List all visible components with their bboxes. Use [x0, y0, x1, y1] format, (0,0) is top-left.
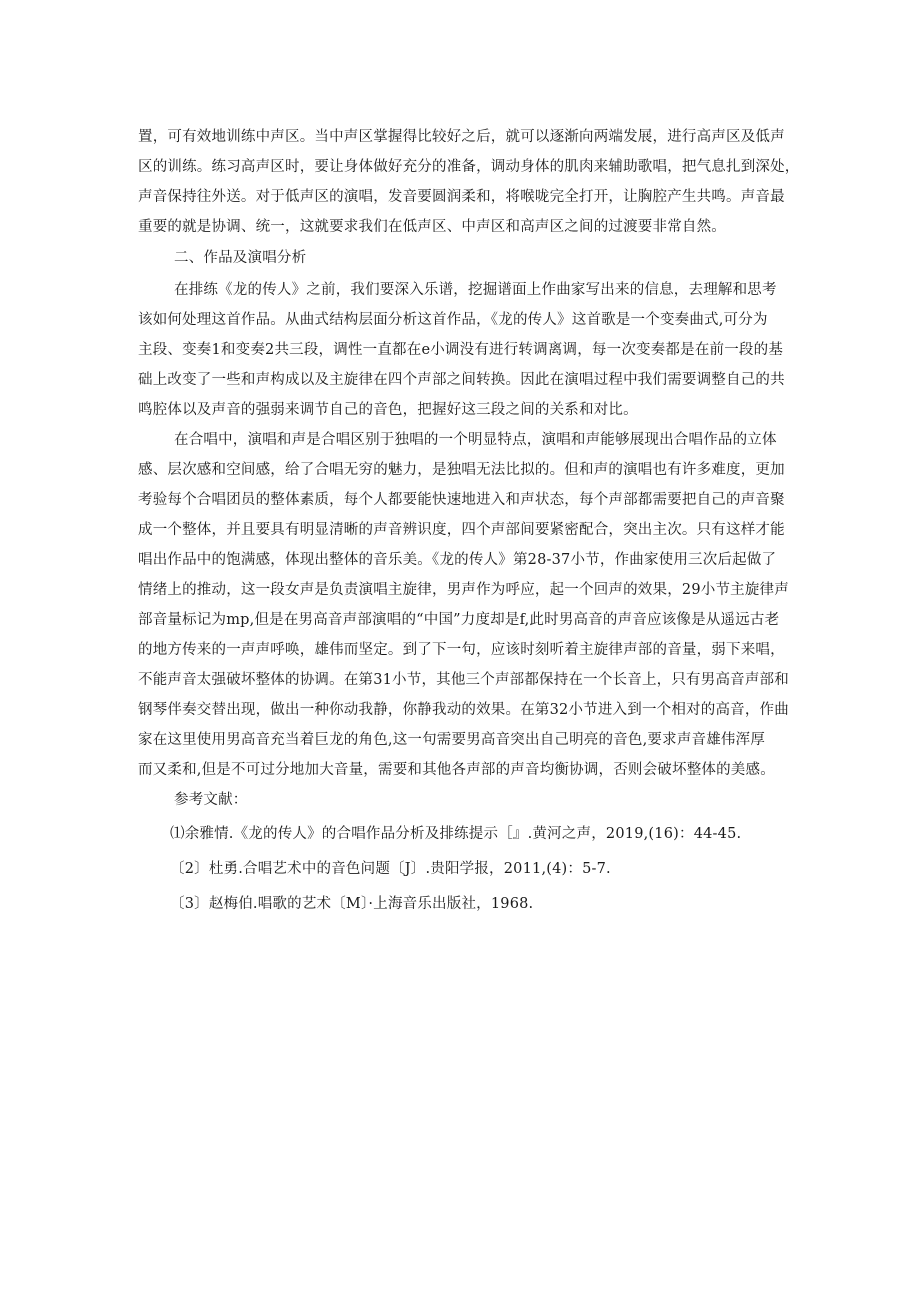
reference-item: 〔3〕赵梅伯.唱歌的艺术〔M〕·上海音乐出版社，1968.: [170, 896, 534, 912]
text-line: 不能声音太强破坏整体的协调。在第31小节，其他三个声部都保持在一个长音上，只有男高音声部和: [138, 672, 789, 688]
text-line: 该如何处理这首作品。从曲式结构层面分析这首作品，《龙的传人》这首歌是一个变奏曲式,可分为: [138, 312, 768, 328]
text-line: 而又柔和,但是不可过分地加大音量，需要和其他各声部的声音均衡协调，否则会破坏整体的美感。: [138, 762, 775, 778]
text-line: 区的训练。练习高声区时，要让身体做好充分的准备，调动身体的肌肉来辅助歌唱，把气息扎到深处，: [138, 159, 800, 175]
text-line: 声音保持往外送。对于低声区的演唱，发音要圆润柔和，将喉咙完全打开，让胸腔产生共鸣。声音最: [138, 189, 785, 205]
text-line: 鸣腔体以及声音的强弱来调节自己的音色，把握好这三段之间的关系和对比。: [138, 402, 638, 418]
text-line: 感、层次感和空间感，给了合唱无穷的魅力，是独唱无法比拟的。但和声的演唱也有许多难度，更加: [138, 462, 785, 478]
section-heading: 二、作品及演唱分析: [174, 250, 307, 266]
document-body: [138, 122, 800, 922]
text-line: 的地方传来的一声声呼唤，雄伟而坚定。到了下一句，应该时刻听着主旋律声部的音量，弱下来唱，: [138, 642, 785, 658]
text-line: 础上改变了一些和声构成以及主旋律在四个声部之间转换。因此在演唱过程中我们需要调整自己的共: [138, 372, 785, 388]
paragraph-vocal-range-training: [138, 122, 800, 242]
text-line: 主段、变奏1和变奏2共三段，调性一直都在e小调没有进行转调离调，每一次变奏都是在前一段的基: [138, 342, 784, 358]
references-section: [138, 785, 783, 922]
paragraph-harmony-performance: [138, 425, 789, 785]
text-line: 部音量标记为mp,但是在男高音声部演唱的“中国”力度却是f,此时男高音的声音应该像是从遥远古老: [138, 612, 780, 628]
text-line: 重要的就是协调、统一，这就要求我们在低声区、中声区和高声区之间的过渡要非常自然。: [138, 219, 726, 235]
text-line: 成一个整体，并且要具有明显清晰的声音辨识度，四个声部间要紧密配合，突出主次。只有这样才能: [138, 522, 785, 538]
reference-item: 〔2〕杜勇.合唱艺术中的音色问题〔J〕.贵阳学报，2011,(4)：5-7.: [170, 861, 611, 877]
reference-item: ⑴余雅情.《龙的传人》的合唱作品分析及排练提示［』.黄河之声，2019,(16)：44-45.: [170, 826, 742, 842]
text-line: 情绪上的推动，这一段女声是负责演唱主旋律，男声作为呼应，起一个回声的效果，29小节主旋律声: [138, 582, 789, 598]
references-title: 参考文献：: [174, 792, 248, 808]
paragraph-work-analysis: [138, 275, 783, 425]
text-line: 在排练《龙的传人》之前，我们要深入乐谱，挖掘谱面上作曲家写出来的信息，去理解和思考: [174, 282, 777, 298]
text-line: 唱出作品中的饱满感，体现出整体的音乐美。《龙的传人》第28-37小节，作曲家使用三次后起做了: [138, 552, 777, 568]
text-line: 考验每个合唱团员的整体素质，每个人都要能快速地进入和声状态，每个声部都需要把自己的声音聚: [138, 492, 785, 508]
text-line: 钢琴伴奏交替出现，做出一种你动我静，你静我动的效果。在第32小节进入到一个相对的高音，作曲: [138, 702, 789, 718]
text-line: 在合唱中，演唱和声是合唱区别于独唱的一个明显特点，演唱和声能够展现出合唱作品的立体: [174, 432, 777, 448]
text-line: 家在这里使用男高音充当着巨龙的角色,这一句需要男高音突出自己明亮的音色,要求声音雄伟浑厚: [138, 732, 766, 748]
text-line: 置，可有效地训练中声区。当中声区掌握得比较好之后，就可以逐渐向两端发展，进行高声区及低声: [138, 129, 785, 145]
